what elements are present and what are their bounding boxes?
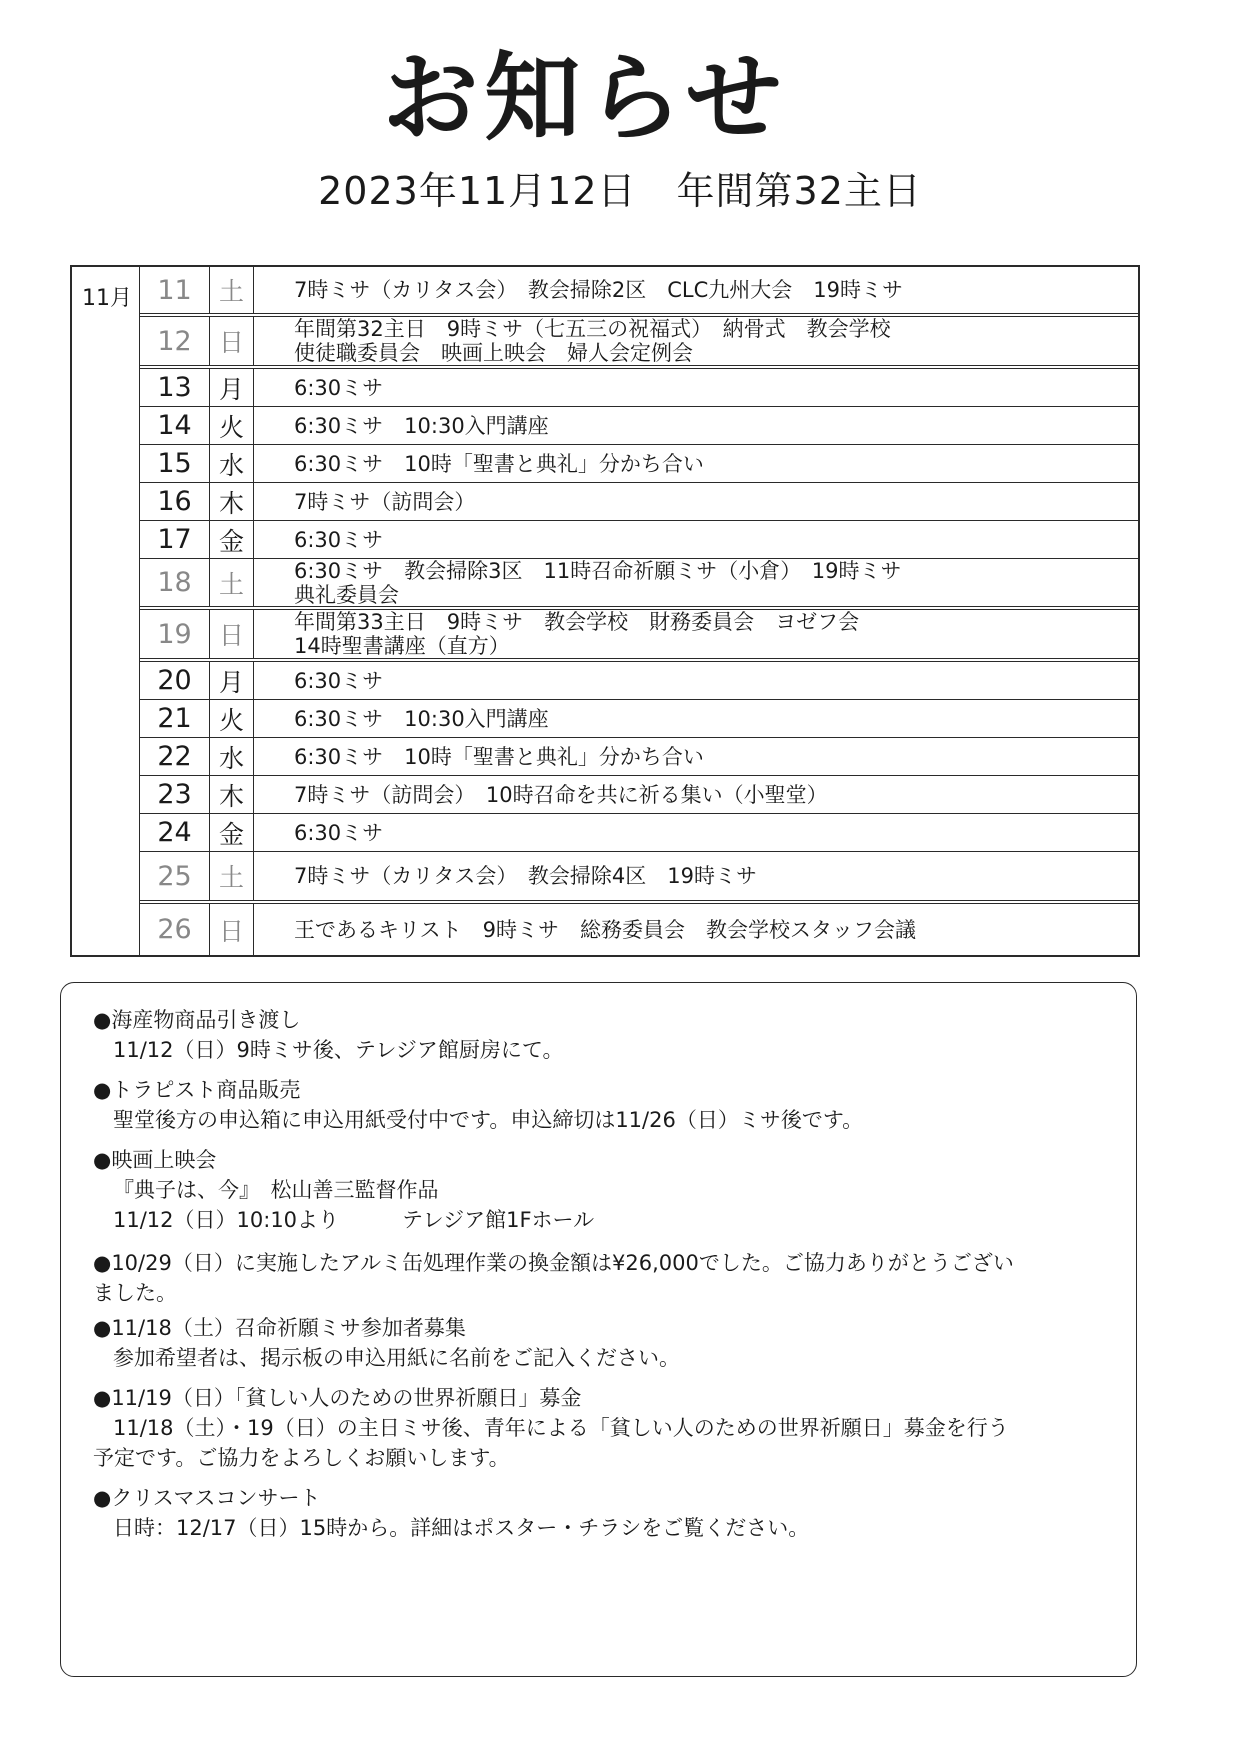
event-line: 年間第33主日 9時ミサ 教会学校 財務委員会 ヨゼフ会	[294, 610, 860, 634]
day-weekday: 火	[210, 407, 254, 444]
schedule-row	[140, 445, 1140, 483]
day-events	[254, 814, 1140, 851]
event-line: 7時ミサ（カリタス会） 教会掃除2区 CLC九州大会 19時ミサ	[294, 278, 903, 302]
schedule-row	[140, 483, 1140, 521]
day-date: 17	[140, 521, 210, 558]
day-date: 12	[140, 317, 210, 365]
day-date: 14	[140, 407, 210, 444]
day-weekday: 日	[210, 610, 254, 658]
day-weekday: 金	[210, 814, 254, 851]
month-column	[72, 267, 140, 955]
event-line: 7時ミサ（訪問会）	[294, 489, 476, 514]
day-weekday: 水	[210, 738, 254, 775]
day-events	[254, 483, 1140, 520]
schedule-row	[140, 521, 1140, 559]
notice-text: 11/18（土）・19（日）の主日ミサ後、青年による「貧しい人のための世界祈願日」募金を行う	[113, 1416, 1009, 1440]
notice-text: ました。	[93, 1281, 177, 1305]
day-date: 22	[140, 738, 210, 775]
day-events	[254, 776, 1140, 813]
event-line: 6:30ミサ	[294, 375, 384, 400]
notice-text: 予定です。ご協力をよろしくお願いします。	[93, 1446, 510, 1470]
schedule-row	[140, 267, 1140, 317]
day-weekday: 水	[210, 445, 254, 482]
event-line: 7時ミサ（カリタス会） 教会掃除4区 19時ミサ	[294, 864, 757, 888]
day-events	[254, 521, 1140, 558]
notice-text: 日時：12/17（日）15時から。詳細はポスター・チラシをご覧ください。	[113, 1516, 810, 1540]
day-events	[254, 445, 1140, 482]
day-weekday: 日	[210, 904, 254, 955]
notice-text: 『典子は、今』 松山善三監督作品	[113, 1178, 439, 1202]
notice-item	[93, 1383, 1116, 1473]
day-date: 21	[140, 700, 210, 737]
day-weekday: 金	[210, 521, 254, 558]
day-weekday: 火	[210, 700, 254, 737]
day-weekday: 月	[210, 662, 254, 699]
event-line: 6:30ミサ	[294, 668, 384, 693]
event-line: 14時聖書講座（直方）	[294, 634, 510, 658]
day-weekday: 土	[210, 559, 254, 606]
event-line: 6:30ミサ	[294, 527, 384, 552]
day-weekday: 土	[210, 852, 254, 900]
day-date: 19	[140, 610, 210, 658]
event-line: 6:30ミサ 10時「聖書と典礼」分かち合い	[294, 451, 704, 476]
day-date: 26	[140, 904, 210, 955]
notices-box	[60, 982, 1137, 1677]
event-line: 6:30ミサ 10時「聖書と典礼」分かち合い	[294, 744, 704, 769]
schedule-row	[140, 776, 1140, 814]
sunday-name: 年間第32主日	[676, 169, 922, 213]
schedule-row	[140, 407, 1140, 445]
bulletin-date: 2023年11月12日	[318, 169, 637, 213]
day-events	[254, 369, 1140, 406]
day-events	[254, 662, 1140, 699]
event-line: 年間第32主日 9時ミサ（七五三の祝福式） 納骨式 教会学校	[294, 317, 891, 341]
day-events	[254, 407, 1140, 444]
day-date: 24	[140, 814, 210, 851]
notice-item	[93, 1005, 1116, 1065]
schedule-row	[140, 814, 1140, 852]
day-events	[254, 738, 1140, 775]
notice-text: 参加希望者は、掲示板の申込用紙に名前をご記入ください。	[113, 1346, 680, 1370]
schedule-row	[140, 852, 1140, 904]
notice-heading: ●11/18（土）召命祈願ミサ参加者募集	[93, 1316, 466, 1340]
schedule-row	[140, 738, 1140, 776]
day-weekday: 土	[210, 267, 254, 313]
notice-item	[93, 1075, 1116, 1135]
page-subtitle	[0, 169, 1240, 213]
day-events	[254, 852, 1140, 900]
day-date: 13	[140, 369, 210, 406]
notice-heading: ●11/19（日）「貧しい人のための世界祈願日」募金	[93, 1386, 582, 1410]
event-line: 6:30ミサ 教会掃除3区 11時召命祈願ミサ（小倉） 19時ミサ	[294, 558, 902, 583]
schedule-table	[70, 265, 1140, 957]
event-line: 6:30ミサ	[294, 820, 384, 845]
day-date: 20	[140, 662, 210, 699]
day-date: 11	[140, 267, 210, 313]
day-weekday: 月	[210, 369, 254, 406]
notice-heading: ●トラピスト商品販売	[93, 1078, 301, 1102]
day-events	[254, 559, 1140, 606]
schedule-row	[140, 700, 1140, 738]
notice-item	[93, 1145, 1116, 1235]
day-weekday: 日	[210, 317, 254, 365]
day-date: 15	[140, 445, 210, 482]
event-line: 王であるキリスト 9時ミサ 総務委員会 教会学校スタッフ会議	[294, 917, 916, 942]
event-line: 使徒職委員会 映画上映会 婦人会定例会	[294, 341, 693, 365]
notice-item	[93, 1248, 1116, 1308]
day-events	[254, 267, 1140, 313]
day-date: 18	[140, 559, 210, 606]
notice-text: 11/12（日）9時ミサ後、テレジア館厨房にて。	[113, 1038, 564, 1062]
day-events	[254, 700, 1140, 737]
notice-heading: ●10/29（日）に実施したアルミ缶処理作業の換金額は¥26,000でした。ご協力ありがとうござい	[93, 1251, 1014, 1275]
day-events	[254, 610, 1140, 658]
event-line: 6:30ミサ 10:30入門講座	[294, 413, 549, 438]
schedule-row	[140, 559, 1140, 610]
month-label: 11月	[82, 286, 132, 311]
notice-text: 11/12（日）10:10より テレジア館1Fホール	[113, 1208, 595, 1232]
schedule-row	[140, 610, 1140, 662]
notice-heading: ●映画上映会	[93, 1148, 217, 1172]
day-events	[254, 317, 1140, 365]
schedule-row	[140, 662, 1140, 700]
notice-item	[93, 1313, 1116, 1373]
notice-text: 聖堂後方の申込箱に申込用紙受付中です。申込締切は11/26（日）ミサ後です。	[113, 1108, 864, 1132]
day-date: 23	[140, 776, 210, 813]
day-date: 16	[140, 483, 210, 520]
day-date: 25	[140, 852, 210, 900]
event-line: 6:30ミサ 10:30入門講座	[294, 706, 549, 731]
event-line: 7時ミサ（訪問会） 10時召命を共に祈る集い（小聖堂）	[294, 782, 828, 807]
day-weekday: 木	[210, 483, 254, 520]
schedule-row	[140, 317, 1140, 369]
event-line: 典礼委員会	[294, 582, 399, 607]
day-weekday: 木	[210, 776, 254, 813]
notice-heading: ●クリスマスコンサート	[93, 1486, 321, 1510]
page-title: お知らせ	[382, 42, 788, 154]
day-events	[254, 904, 1140, 955]
schedule-row	[140, 904, 1140, 955]
notice-item	[93, 1483, 1116, 1543]
schedule-row	[140, 369, 1140, 407]
notice-heading: ●海産物商品引き渡し	[93, 1008, 301, 1032]
